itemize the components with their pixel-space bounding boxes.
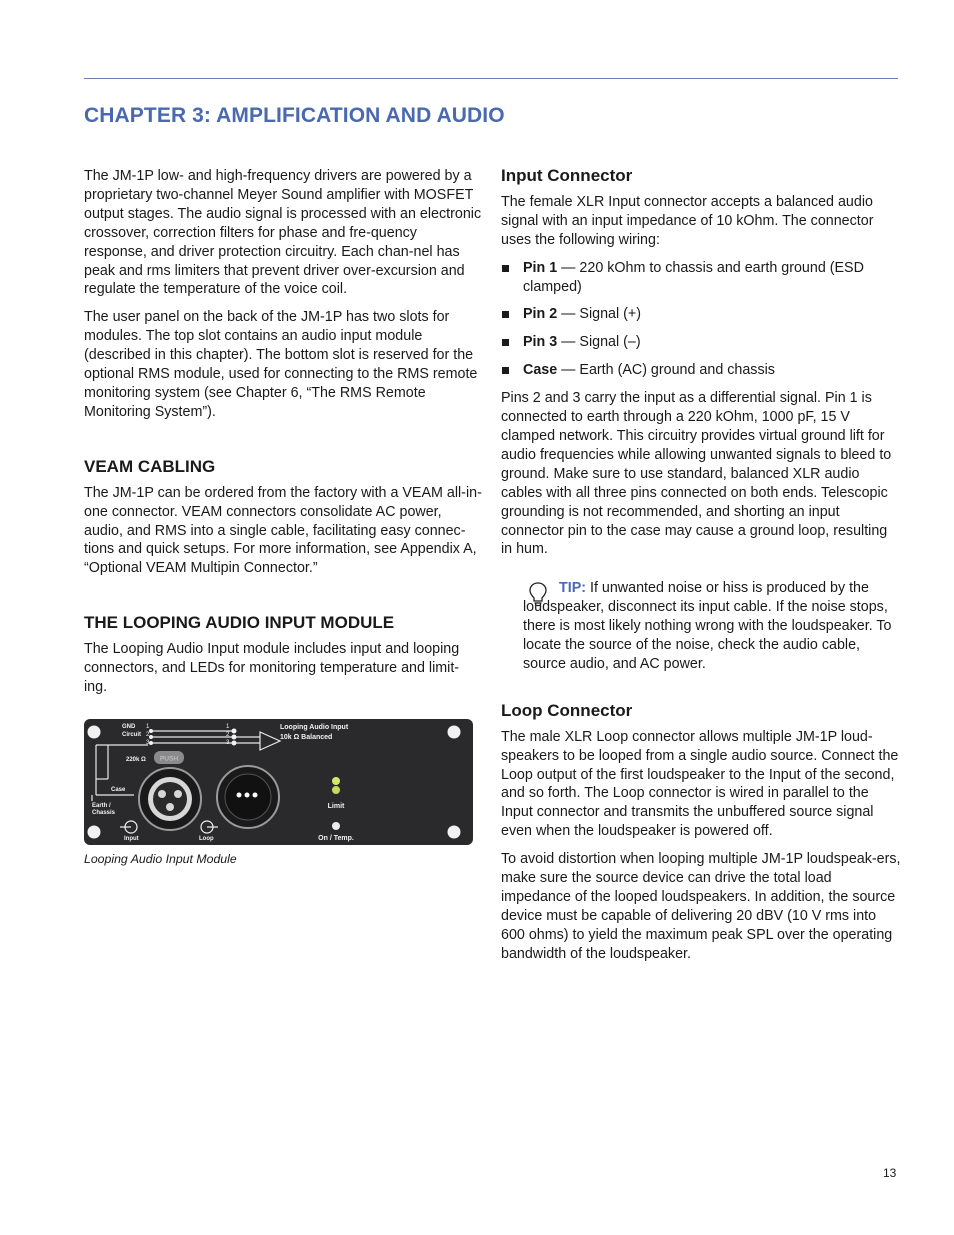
xlr-input-connector[interactable] (139, 768, 201, 830)
panel-background (84, 719, 473, 845)
screw-icon (88, 826, 101, 839)
tip-text: TIP: If unwanted noise or hiss is produced by the loudspeaker, disconnect its input cable. If the noise stops, there is most likely nothing wrong with the loudspeaker. To locate the source of the noise, check the audio cable, source audio, and AC power. (523, 580, 892, 672)
lightbulb-icon (529, 582, 547, 608)
loop-paragraph-2: To avoid distortion when looping multiple JM-1P loudspeak-ers, make sure the source device can drive the total load impedance of the looped loudspeakers. In addition, the source device must be capable of delivering 20 dBV (10 V rms into 600 ohms) to yield the maximum peak SPL over the operating bandwidth of the loudspeaker. (501, 851, 901, 962)
screw-icon (448, 826, 461, 839)
loop-label: Loop (199, 836, 214, 842)
chapter-title: CHAPTER 3: AMPLIFICATION AND AUDIO (84, 104, 505, 127)
looping-paragraph: The Looping Audio Input module includes input and looping connectors, and LEDs for monitoring temperature and limit-ing. (84, 641, 460, 695)
loop-connector-heading: Loop Connector (501, 700, 633, 720)
pin-2-label: 2 (146, 732, 150, 738)
page-number: 13 (883, 1166, 897, 1180)
list-item: Case — Earth (AC) ground and chassis (501, 361, 901, 380)
veam-heading: VEAM CABLING (84, 456, 216, 476)
pin-3-label-right: 3 (226, 740, 230, 746)
gnd-label: GND (122, 724, 136, 730)
pin-1-label: 1 (146, 724, 150, 730)
limit-led-icon (332, 777, 340, 785)
list-item: Pin 3 — Signal (–) (501, 333, 901, 352)
tip-box (501, 579, 901, 674)
limit-led-icon (332, 786, 340, 794)
screw-icon (88, 726, 101, 739)
limit-label: Limit (327, 803, 345, 810)
on-temp-led-icon (332, 822, 340, 830)
push-latch-button[interactable] (154, 751, 184, 764)
case-label: Case (111, 787, 126, 793)
earth-label: Earth / (92, 803, 111, 809)
screw-icon (448, 726, 461, 739)
pin-1-label-right: 1 (226, 724, 230, 730)
resistor-label: 220k Ω (126, 757, 146, 763)
intro-paragraph-2: The user panel on the back of the JM-1P has two slots for modules. The top slot contains an audio input module (described in this chapter). The bottom slot is reserved for the optional RMS module, used for connecting to the RMS remote monitoring system (see Chapter 6, “The RMS Remote Monitoring System”). (84, 309, 478, 420)
list-item: Pin 2 — Signal (+) (501, 305, 901, 324)
veam-paragraph: The JM-1P can be ordered from the factory with a VEAM all-in-one connector. VEAM connectors consolidate AC power, audio, and RMS into a single cable, facilitating easy connec-tions and quick setups. For more information, see Appendix A, “Optional VEAM Multipin Connector.” (84, 484, 482, 577)
module-subtitle-label: 10k Ω Balanced (280, 734, 333, 741)
module-title-label: Looping Audio Input (280, 724, 349, 731)
left-column (84, 167, 482, 706)
pin-2-label-right: 2 (226, 732, 230, 738)
header-rule (84, 78, 898, 79)
push-label: PUSH (159, 755, 179, 763)
right-column (501, 167, 901, 973)
looping-heading: THE LOOPING AUDIO INPUT MODULE (84, 613, 395, 633)
pin-wiring-list (501, 259, 901, 381)
pin-3-label: 3 (146, 740, 150, 746)
input-connector-heading: Input Connector (501, 166, 633, 185)
chassis-label: Chassis (92, 810, 116, 816)
list-item: Pin 1 — 220 kOhm to chassis and earth ground (ESD clamped) (501, 259, 901, 297)
on-temp-label: On / Temp. (318, 835, 354, 842)
input-label: Input (124, 836, 139, 842)
intro-paragraph-1: The JM-1P low- and high-frequency drivers are powered by a proprietary two-channel Meyer Sound amplifier with MOSFET output stages. The audio signal is processed with an electronic crossover, correction filters for phase and fre-quency response, and driver protection circuitry. Each chan-nel has peak and rms limiters that prevent driver over-excursion and regulate the temperature of the voice coil. (84, 168, 482, 298)
circuit-label: Circuit (122, 732, 142, 738)
input-connector-paragraph: The female XLR Input connector accepts a balanced audio signal with an input impedance of 10 kOhm. The connector uses the following wiring: (501, 193, 874, 248)
figure-caption: Looping Audio Input Module (84, 852, 237, 866)
loop-paragraph-1: The male XLR Loop connector allows multiple JM-1P loud-speakers to be looped from a single audio source. Connect the Loop output of the first loudspeaker to the Input of the second, and so forth. The Loop connector is wired in parallel to the Input connector and transmits the unbuffered source signal even when the loudspeaker is powered off. (501, 728, 899, 840)
looping-audio-input-module-figure (84, 719, 473, 845)
xlr-loop-connector[interactable] (217, 766, 279, 828)
pins-paragraph: Pins 2 and 3 carry the input as a differential signal. Pin 1 is connected to earth through a 220 kOhm, 1000 pF, 15 V clamped network. This circuitry provides virtual ground lift for audio frequencies while allowing unwanted signals to bleed to ground. Make sure to use standard, balanced XLR audio cables with all three pins connected on both ends. Telescopic grounding is not recommended, and shorting an input connector pin to the case may cause a ground loop, resulting in hum. (501, 390, 892, 558)
